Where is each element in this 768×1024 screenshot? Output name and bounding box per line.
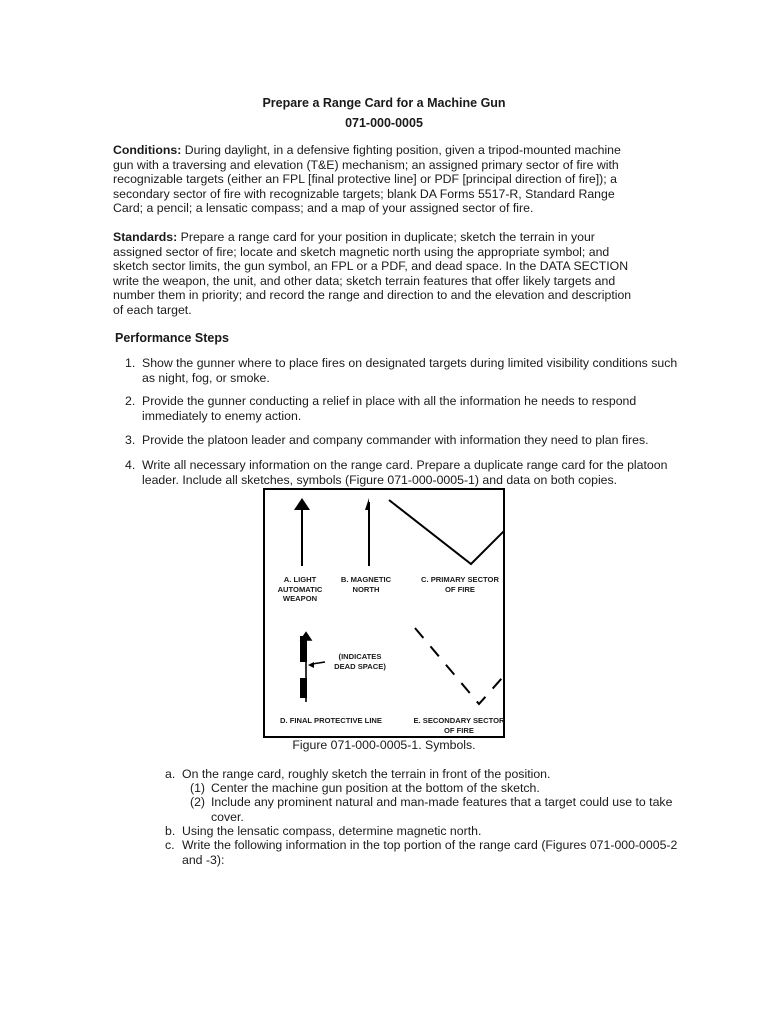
label-magnetic-north: B. MAGNETIC NORTH: [340, 575, 392, 594]
step-text: immediately to enemy action.: [142, 408, 302, 423]
label-dead-space: (INDICATES DEAD SPACE): [334, 652, 386, 671]
standards-line: assigned sector of fire; locate and sketch magnetic north using the appropriate symbol; and: [113, 244, 610, 259]
step-text: Write all necessary information on the range card. Prepare a duplicate range card for the platoon: [142, 458, 668, 472]
task-number: 071-000-0005: [345, 116, 423, 130]
substep-text: Using the lensatic compass, determine magnetic north.: [182, 824, 482, 838]
standards-paragraph: [113, 230, 643, 318]
substep-text: Write the following information in the top portion of the range card (Figures 071-000-0005-2: [182, 838, 678, 852]
substep-text: cover.: [211, 809, 244, 824]
standards-line: of each target.: [113, 302, 192, 317]
substep-text: Center the machine gun position at the bottom of the sketch.: [211, 781, 540, 795]
step-text: leader. Include all sketches, symbols (Figure 071-000-0005-1) and data on both copies.: [142, 472, 618, 487]
standards-line: number them in priority; and record the range and direction to and the elevation and description: [113, 288, 632, 303]
step-number: 2.: [125, 394, 136, 408]
step-text: Show the gunner where to place fires on designated targets during limited visibility conditions such: [142, 356, 678, 370]
label-final-protective-line: D. FINAL PROTECTIVE LINE: [280, 716, 382, 725]
standards-line: Standards: Prepare a range card for your position in duplicate; sketch the terrain in your: [113, 230, 595, 244]
conditions-line: secondary sector of fire with recognizable targets; blank DA Forms 5517-R, Standard Range: [113, 186, 615, 201]
substep-marker: b.: [165, 824, 176, 838]
magnetic-north-half-head: [365, 498, 369, 510]
substep-marker: a.: [165, 767, 176, 781]
conditions-line: gun with a traversing and elevation (T&E) mechanism; an assigned primary sector of fire with: [113, 157, 619, 172]
dead-space-block-lower: [300, 678, 307, 698]
label-secondary-sector: E. SECONDARY SECTOR OF FIRE: [413, 716, 505, 735]
label-primary-sector: C. PRIMARY SECTOR OF FIRE: [421, 575, 499, 594]
conditions-paragraph: [113, 143, 643, 216]
dead-space-block-upper: [300, 636, 307, 662]
secondary-sector-symbol: [415, 626, 503, 704]
step-number: 4.: [125, 458, 136, 472]
conditions-line: Conditions: During daylight, in a defensive fighting position, given a tripod-mounted machine: [113, 143, 621, 157]
step-text: Provide the gunner conducting a relief in place with all the information he needs to respond: [142, 394, 637, 408]
substep-marker: (1): [190, 781, 206, 795]
step-number: 3.: [125, 433, 136, 447]
document-title: Prepare a Range Card for a Machine Gun: [262, 96, 506, 110]
conditions-label: Conditions:: [113, 143, 182, 157]
substep-text: Include any prominent natural and man-made features that a target could use to take: [211, 795, 673, 809]
symbols-drawing: [265, 490, 503, 736]
performance-steps-heading: Performance Steps: [115, 331, 229, 345]
step-text: as night, fog, or smoke.: [142, 370, 270, 385]
label-light-automatic-weapon: A. LIGHT AUTOMATIC WEAPON: [277, 575, 323, 603]
standards-line: sketch sector limits, the gun symbol, an FPL or a PDF, and dead space. In the DATA SECTION: [113, 259, 629, 274]
primary-sector-symbol: [389, 500, 503, 564]
symbols-figure: [263, 488, 505, 738]
figure-caption: Figure 071-000-0005-1. Symbols.: [292, 738, 476, 752]
standards-line: write the weapon, the unit, and other data; sketch terrain features that offer likely targets and: [113, 273, 616, 288]
step-number: 1.: [125, 356, 136, 370]
substep-text: On the range card, roughly sketch the terrain in front of the position.: [182, 767, 551, 781]
substep-text: and -3):: [182, 852, 225, 867]
substep-marker: (2): [190, 795, 206, 809]
conditions-line: Card; a pencil; a lensatic compass; and a map of your assigned sector of fire.: [113, 201, 534, 216]
step-text: Provide the platoon leader and company commander with information they need to plan fires.: [142, 433, 649, 447]
substep-marker: c.: [165, 838, 175, 852]
standards-label: Standards:: [113, 230, 178, 244]
conditions-line: recognizable targets (either an FPL [final protective line] or PDF [principal direction of fire]); a: [113, 172, 617, 187]
